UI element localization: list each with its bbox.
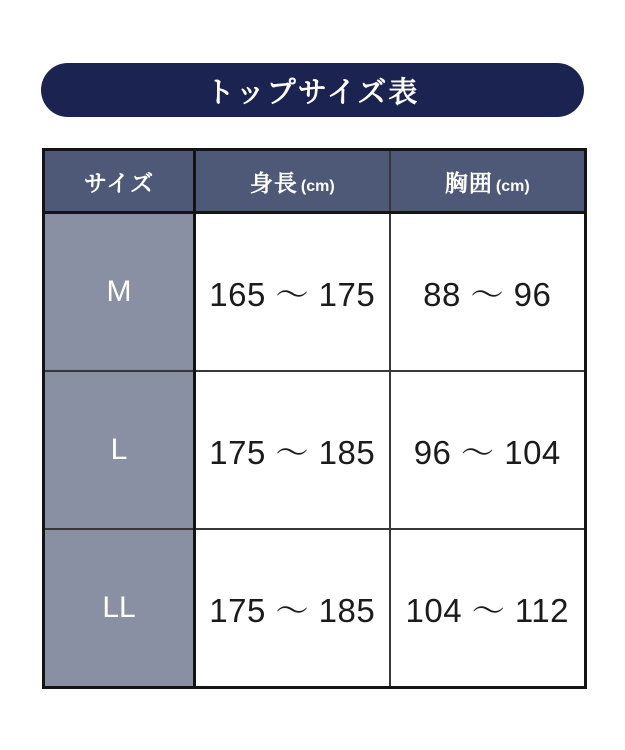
- col-header-height-unit: (cm): [300, 177, 335, 195]
- chest-value-cell: 104 〜 112: [390, 529, 586, 688]
- size-label-cell: L: [44, 371, 195, 529]
- col-header-chest-label: 胸囲: [444, 169, 493, 196]
- table-row-m: [44, 213, 586, 372]
- height-value-cell: 175 〜 185: [195, 529, 390, 688]
- height-value-cell: 165 〜 175: [195, 213, 390, 372]
- col-header-chest-unit: (cm): [495, 177, 530, 195]
- col-header-height: [195, 150, 390, 213]
- col-header-height-label: 身長: [249, 169, 298, 196]
- height-value-cell: 175 〜 185: [195, 371, 390, 529]
- col-header-size-label: サイズ: [83, 169, 155, 196]
- col-header-chest: [390, 150, 586, 213]
- page-title: トップサイズ表: [205, 76, 420, 109]
- title-banner: [41, 63, 584, 117]
- table-row-ll: [44, 529, 586, 688]
- size-label-cell: M: [44, 213, 195, 372]
- chest-value-cell: 96 〜 104: [390, 371, 586, 529]
- table-row-l: [44, 371, 586, 529]
- size-label-cell: LL: [44, 529, 195, 688]
- col-header-size: [44, 150, 195, 213]
- header-row: [44, 150, 586, 213]
- chest-value-cell: 88 〜 96: [390, 213, 586, 372]
- size-table: [42, 148, 587, 689]
